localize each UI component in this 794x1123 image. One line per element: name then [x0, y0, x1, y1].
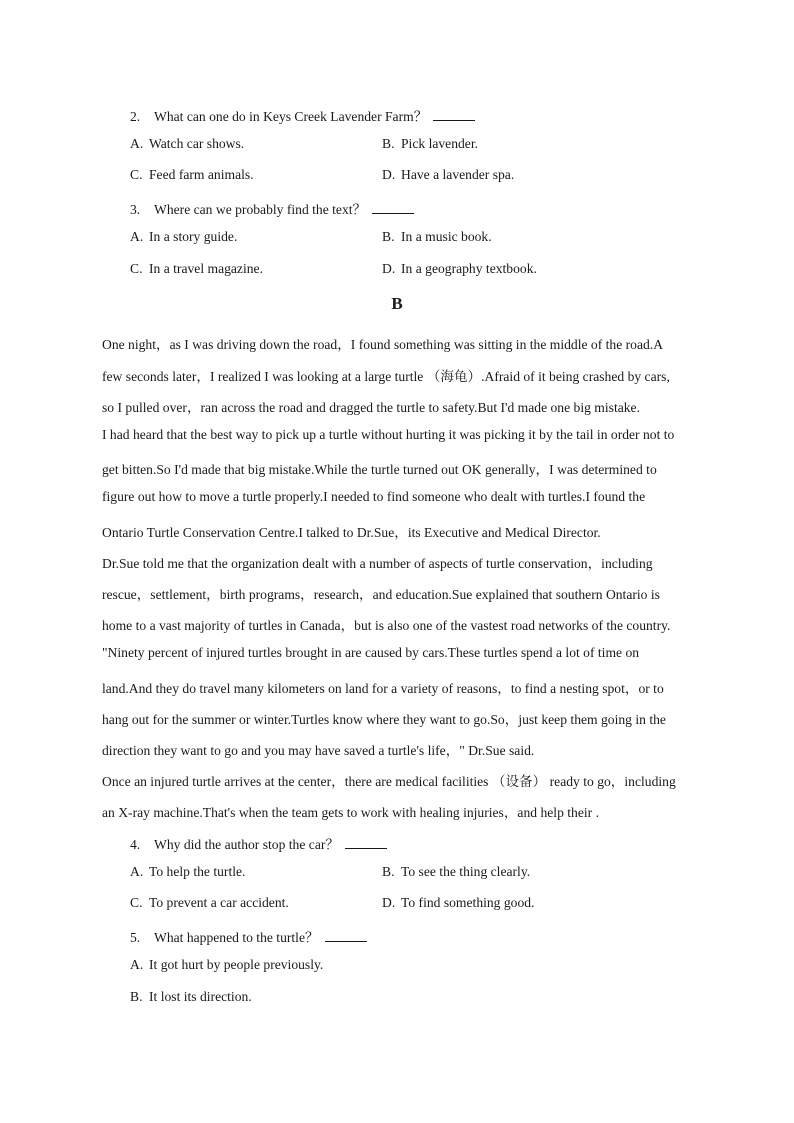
- passage-line: Once an injured turtle arrives at the center，there are medical facilities （设备） ready to go，including: [102, 774, 676, 789]
- question-4: [130, 833, 387, 853]
- passage-line: an X-ray machine.That's when the team gets to work with healing injuries，and help their .: [102, 805, 599, 820]
- question-3: [130, 198, 414, 218]
- question-number: 2.: [130, 109, 141, 124]
- option-letter: B.: [382, 864, 395, 879]
- question-number: 3.: [130, 202, 141, 217]
- question-number: 5.: [130, 930, 141, 945]
- option-3a[interactable]: [130, 229, 237, 245]
- option-text: To help the turtle.: [149, 864, 246, 879]
- option-letter: A.: [130, 957, 144, 972]
- option-5a[interactable]: [130, 957, 323, 973]
- passage-line: get bitten.So I'd made that big mistake.While the turtle turned out OK generally，I was determined to: [102, 462, 657, 477]
- question-5: [130, 926, 367, 946]
- passage-line: rescue，settlement，birth programs，research，and education.Sue explained that southern Ontario is: [102, 587, 660, 602]
- option-letter: A.: [130, 229, 144, 244]
- option-letter: C.: [130, 895, 143, 910]
- passage-line: One night，as I was driving down the road，I found something was sitting in the middle of the road.A: [102, 337, 664, 352]
- option-text: Pick lavender.: [401, 136, 479, 151]
- option-text: It lost its direction.: [149, 989, 252, 1004]
- passage-line: home to a vast majority of turtles in Canada，but is also one of the vastest road networks of the country.: [102, 618, 671, 633]
- passage-line: Ontario Turtle Conservation Centre.I talked to Dr.Sue，its Executive and Medical Director.: [102, 525, 601, 540]
- passage-line: Dr.Sue told me that the organization dealt with a number of aspects of turtle conservation，including: [102, 556, 653, 571]
- passage-line: hang out for the summer or winter.Turtles know where they want to go.So，just keep them going in the: [102, 712, 666, 727]
- option-letter: C.: [130, 167, 143, 182]
- question-number: 4.: [130, 837, 141, 852]
- question-text: Why did the author stop the car？: [154, 837, 339, 852]
- answer-blank[interactable]: [372, 201, 414, 214]
- option-letter: A.: [130, 864, 144, 879]
- option-2a[interactable]: [130, 136, 244, 152]
- option-text: Watch car shows.: [149, 136, 245, 151]
- option-2d[interactable]: [382, 167, 514, 183]
- option-text: To find something good.: [401, 895, 535, 910]
- option-text: To prevent a car accident.: [149, 895, 289, 910]
- passage-line: few seconds later，I realized I was looking at a large turtle （海龟）.Afraid of it being crashed by cars,: [102, 369, 670, 384]
- passage-line: figure out how to move a turtle properly.I needed to find someone who dealt with turtles.I found the: [102, 489, 646, 504]
- option-3b[interactable]: [382, 229, 492, 245]
- answer-blank[interactable]: [433, 108, 475, 121]
- option-letter: B.: [382, 136, 395, 151]
- passage-line: I had heard that the best way to pick up a turtle without hurting it was picking it by the tail in order not to: [102, 427, 675, 442]
- option-letter: D.: [382, 895, 396, 910]
- option-letter: B.: [382, 229, 395, 244]
- option-2b[interactable]: [382, 136, 478, 152]
- question-text: What happened to the turtle？: [154, 930, 319, 945]
- passage-line: direction they want to go and you may have saved a turtle's life，" Dr.Sue said.: [102, 743, 535, 758]
- option-letter: D.: [382, 261, 396, 276]
- option-text: To see the thing clearly.: [401, 864, 531, 879]
- option-letter: C.: [130, 261, 143, 276]
- option-2c[interactable]: [130, 167, 254, 183]
- option-3c[interactable]: [130, 261, 263, 277]
- option-4b[interactable]: [382, 864, 530, 880]
- option-3d[interactable]: [382, 261, 537, 277]
- option-text: It got hurt by people previously.: [149, 957, 324, 972]
- question-text: Where can we probably find the text？: [154, 202, 367, 217]
- option-4c[interactable]: [130, 895, 289, 911]
- question-text: What can one do in Keys Creek Lavender Farm？: [154, 109, 428, 124]
- passage-line: so I pulled over，ran across the road and dragged the turtle to safety.But I'd made one big mistake.: [102, 400, 640, 415]
- option-text: In a story guide.: [149, 229, 238, 244]
- answer-blank[interactable]: [345, 836, 387, 849]
- option-text: In a music book.: [401, 229, 492, 244]
- option-text: In a geography textbook.: [401, 261, 537, 276]
- option-4d[interactable]: [382, 895, 534, 911]
- option-letter: D.: [382, 167, 396, 182]
- passage-line: "Ninety percent of injured turtles brought in are caused by cars.These turtles spend a lot of time on: [102, 645, 640, 660]
- option-4a[interactable]: [130, 864, 245, 880]
- option-text: Feed farm animals.: [149, 167, 254, 182]
- option-text: In a travel magazine.: [149, 261, 263, 276]
- option-text: Have a lavender spa.: [401, 167, 515, 182]
- passage-line: land.And they do travel many kilometers on land for a variety of reasons，to find a nesting spot，or to: [102, 681, 664, 696]
- option-5b[interactable]: [130, 989, 252, 1005]
- section-heading: B: [391, 294, 403, 313]
- answer-blank[interactable]: [325, 929, 367, 942]
- question-2: [130, 105, 475, 125]
- option-letter: B.: [130, 989, 143, 1004]
- option-letter: A.: [130, 136, 144, 151]
